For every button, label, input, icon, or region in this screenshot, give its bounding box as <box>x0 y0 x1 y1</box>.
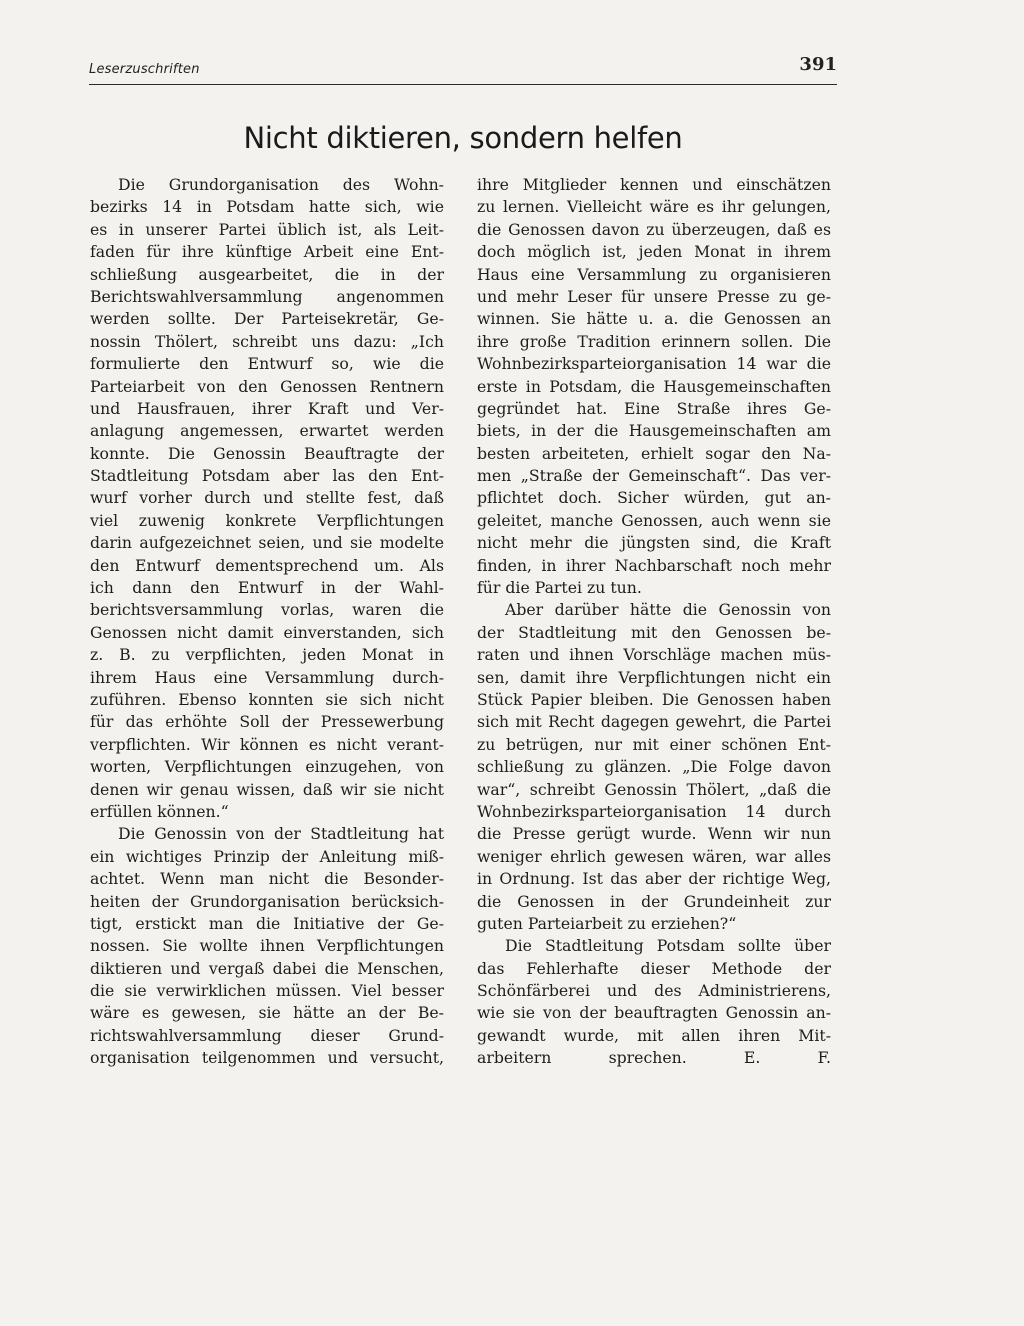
text-line: erste in Potsdam, die Hausgemeinschaften <box>477 376 831 396</box>
text-line: arbeitern sprechen. E. F. <box>477 1048 831 1068</box>
text-line: weniger ehrlich gewesen wären, war alles <box>477 846 831 866</box>
text-line: zu betrügen, nur mit einer schönen Ent- <box>477 734 831 754</box>
text-line: Wohnbezirksparteiorganisation 14 durch <box>477 801 831 821</box>
text-line: pflichtet doch. Sicher würden, gut an- <box>477 488 831 508</box>
text-line: doch möglich ist, jeden Monat in ihrem <box>477 242 831 262</box>
text-line: nicht mehr die jüngsten sind, die Kraft <box>477 533 831 553</box>
text-line: biets, in der die Hausgemeinschaften am <box>477 421 831 441</box>
text-line: der Stadtleitung mit den Genossen be- <box>477 622 831 642</box>
text-line: Stück Papier bleiben. Die Genossen haben <box>477 689 831 709</box>
text-line: ihrem Haus eine Versammlung durch- <box>90 667 444 687</box>
text-line: die Genossen davon zu überzeugen, daß es <box>477 219 831 239</box>
text-line: Die Grundorganisation des Wohn- <box>118 175 444 194</box>
text-line: und mehr Leser für unsere Presse zu ge- <box>477 286 831 306</box>
text-line: geleitet, manche Genossen, auch wenn sie <box>477 510 831 530</box>
running-header <box>89 54 837 82</box>
text-line: erfüllen können.“ <box>90 801 229 821</box>
text-line: besten arbeiteten, erhielt sogar den Na- <box>477 443 831 463</box>
text-line: tigt, erstickt man die Initiative der Ge- <box>90 913 444 933</box>
text-line: in Ordnung. Ist das aber der richtige Weg, <box>477 869 831 889</box>
text-line: Die Stadtleitung Potsdam sollte über <box>505 936 831 956</box>
text-line: anlagung angemessen, erwartet werden <box>90 421 444 441</box>
text-line: Aber darüber hätte die Genossin von <box>505 600 831 620</box>
text-line: zu lernen. Vielleicht wäre es ihr gelungen, <box>477 197 831 217</box>
text-line: und Hausfrauen, ihrer Kraft und Ver- <box>90 398 444 418</box>
text-line: gewandt wurde, mit allen ihren Mit- <box>477 1025 831 1045</box>
text-line: berichtsversammlung vorlas, waren die <box>90 600 444 620</box>
text-line: Haus eine Versammlung zu organisieren <box>477 264 831 284</box>
text-line: es in unserer Partei üblich ist, als Leit- <box>90 219 444 239</box>
page-number: 391 <box>799 54 837 75</box>
text-line: nossin Thölert, schreibt uns dazu: „Ich <box>90 331 444 351</box>
text-line: schließung ausgearbeitet, die in der <box>90 264 444 284</box>
text-line: ihre Mitglieder kennen und einschätzen <box>477 175 831 194</box>
text-line: organisation teilgenommen und versucht, <box>90 1048 444 1068</box>
text-line: denen wir genau wissen, daß wir sie nicht <box>90 779 444 799</box>
left-column <box>90 174 444 1070</box>
text-line: viel zuwenig konkrete Verpflichtungen <box>90 510 444 530</box>
text-line: raten und ihnen Vorschläge machen müs- <box>477 645 831 665</box>
text-line: richtswahlversammlung dieser Grund- <box>90 1025 444 1045</box>
text-line: Wohnbezirksparteiorganisation 14 war die <box>477 354 831 374</box>
text-line: men „Straße der Gemeinschaft“. Das ver- <box>477 466 831 486</box>
text-line: heiten der Grundorganisation berücksich- <box>90 891 444 911</box>
text-line: sen, damit ihre Verpflichtungen nicht ein <box>477 667 831 687</box>
text-line: nossen. Sie wollte ihnen Verpflichtungen <box>90 936 444 956</box>
text-line: die Presse gerügt wurde. Wenn wir nun <box>477 824 831 844</box>
text-line: faden für ihre künftige Arbeit eine Ent- <box>90 242 444 262</box>
text-line: diktieren und vergaß dabei die Menschen, <box>90 958 444 978</box>
text-line: wie sie von der beauftragten Genossin an- <box>477 1003 831 1023</box>
text-line: wurf vorher durch und stellte fest, daß <box>90 488 444 508</box>
text-line: für das erhöhte Soll der Pressewerbung <box>90 712 444 732</box>
text-line: verpflichten. Wir können es nicht verant- <box>90 734 444 754</box>
text-line: z. B. zu verpflichten, jeden Monat in <box>90 645 444 665</box>
text-line: ihre große Tradition erinnern sollen. Die <box>477 331 831 351</box>
text-line: formulierte den Entwurf so, wie die <box>90 354 444 374</box>
text-line: war“, schreibt Genossin Thölert, „daß die <box>477 779 831 799</box>
text-line: schließung zu glänzen. „Die Folge davon <box>477 757 831 777</box>
text-line: zuführen. Ebenso konnten sie sich nicht <box>90 689 444 709</box>
text-line: das Fehlerhafte dieser Methode der <box>477 958 831 978</box>
text-line: Stadtleitung Potsdam aber las den Ent- <box>90 466 444 486</box>
text-line: die Genossen in der Grundeinheit zur <box>477 891 831 911</box>
text-line: gegründet hat. Eine Straße ihres Ge- <box>477 398 831 418</box>
right-column <box>477 174 831 1070</box>
text-line: konnte. Die Genossin Beauftragte der <box>90 443 444 463</box>
text-line: achtet. Wenn man nicht die Besonder- <box>90 869 444 889</box>
text-line: den Entwurf dementsprechend um. Als <box>90 555 444 575</box>
header-divider <box>89 84 837 85</box>
section-label: Leserzuschriften <box>89 62 200 77</box>
text-line: sich mit Recht dagegen gewehrt, die Partei <box>477 712 831 732</box>
text-line: bezirks 14 in Potsdam hatte sich, wie <box>90 197 444 217</box>
text-line: wäre es gewesen, sie hätte an der Be- <box>90 1003 444 1023</box>
text-line: ein wichtiges Prinzip der Anleitung miß- <box>90 846 444 866</box>
text-line: finden, in ihrer Nachbarschaft noch mehr <box>477 555 831 575</box>
article-title: Nicht diktieren, sondern helfen <box>243 121 683 155</box>
text-line: Genossen nicht damit einverstanden, sich <box>90 622 444 642</box>
text-line: ich dann den Entwurf in der Wahl- <box>90 578 444 598</box>
text-line: Schönfärberei und des Administrierens, <box>477 981 831 1001</box>
text-line: Berichtswahlversammlung angenommen <box>90 286 444 306</box>
text-line: darin aufgezeichnet seien, und sie modelte <box>90 533 444 553</box>
text-line: Die Genossin von der Stadtleitung hat <box>118 824 444 844</box>
text-line: werden sollte. Der Parteisekretär, Ge- <box>90 309 444 329</box>
text-line: Parteiarbeit von den Genossen Rentnern <box>90 376 444 396</box>
text-line: guten Parteiarbeit zu erziehen?“ <box>477 913 737 933</box>
text-line: die sie verwirklichen müssen. Viel besser <box>90 981 444 1001</box>
text-line: für die Partei zu tun. <box>477 578 642 598</box>
text-line: worten, Verpflichtungen einzugehen, von <box>90 757 444 777</box>
text-line: winnen. Sie hätte u. a. die Genossen an <box>477 309 831 329</box>
